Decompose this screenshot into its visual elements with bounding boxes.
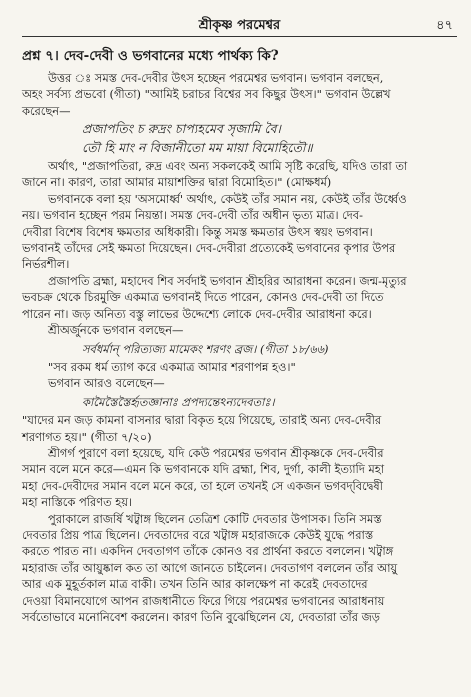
question-heading: প্রশ্ন ৭। দেব-দেবী ও ভগবানের মধ্যে পার্থক্য কি? — [22, 48, 279, 64]
text-line: পুরাকালে রাজর্ষি খট্বাঙ্গ ছিলেন তেত্রিশ কোটি দেবতার উপাসক। তিনি সমস্ত — [48, 511, 382, 526]
page-header — [22, 14, 457, 37]
sanskrit-verse: তৌ হি মাং ন বিজানীতো মম মায়া বিমোহিতৌ॥ — [82, 139, 313, 155]
text-line: পারেন না। জড় অনিত্য বস্তু লাভের উদ্দেশ্যে লোকে দেব-দেবীর আরাধনা করে। — [22, 306, 372, 321]
translation-quote: শরণাগত হয়।" (গীতা ৭/২০) — [22, 429, 152, 444]
text-line: করতে পারত না। একদিন দেবতাগণ তাঁকে কোনও বর প্রার্থনা করতে বললেন। খট্বাঙ্গ — [22, 544, 394, 559]
text-line: সমান বলে মনে করে—এমন কি ভগবানকে যদি ব্রহ্মা, শিব, দুর্গা, কালী ইত্যাদি মহা — [22, 462, 385, 477]
text-line: মহা নাস্তিকে পরিণত হয়। — [22, 495, 133, 510]
running-title: শ্রীকৃষ্ণ পরমেশ্বর — [198, 18, 281, 33]
text-line: অহং সর্বস্য প্রভবো (গীতা) "আমিই চরাচর বিশ্বের সব কিছুর উৎস।" ভগবান উল্লেখ — [22, 87, 391, 102]
text-line: প্রজাপতি ব্রহ্মা, মহাদেব শিব সর্বদাই ভগবান শ্রীহরির আরাধনা করেন। জন্ম-মৃত্যুর — [48, 273, 407, 288]
text-line: দেবতার প্রিয় পাত্র ছিলেন। দেবতাদের বরে খট্বাঙ্গ মহারাজকে কেউই যুদ্ধে পরাস্ত — [22, 527, 374, 542]
text-line: শ্রীগর্গ পুরাণে বলা হয়েছে, যদি কেউ পরমেশ্বর ভগবান শ্রীকৃষ্ণকে দেব-দেবীর — [48, 445, 384, 460]
translation-quote: "যাদের মন জড় কামনা বাসনার দ্বারা বিকৃত হয়ে গিয়েছে, তারাই অন্য দেব-দেবীর — [22, 413, 382, 428]
sanskrit-verse: সর্বধর্মান্ পরিত্যজ্য মামেকং শরণং ব্রজ। (গীতা ১৮/৬৬) — [82, 341, 329, 356]
text-line: দেবীরা বিশেষ বিশেষ ক্ষমতার অধিকারী। কিন্তু সমস্ত ক্ষমতার উৎস স্বয়ং ভগবান। — [22, 224, 373, 239]
text-line: নির্ভরশীল। — [22, 257, 70, 272]
sanskrit-verse: প্রজাপতিং চ রুদ্রং চাপ্যহমেব সৃজামি বৈ। — [82, 121, 281, 137]
text-line: নয়। ভগবান হচ্ছেন পরম নিয়ন্তা। সমস্ত দেব-দেবী তাঁর অধীন ভৃত্য মাত্র। দেব- — [22, 208, 363, 223]
text-line: ভবচক্র থেকে চিরমুক্তি একমাত্র ভগবানই দিতে পারেন, কোনও দেব-দেবী তা দিতে — [22, 290, 384, 305]
page-number: ৪৭ — [436, 18, 453, 33]
text-line: অর্থাৎ, "প্রজাপতিরা, রুদ্র এবং অন্য সকলকেই আমি সৃষ্টি করেছি, যদিও তারা তা — [48, 159, 408, 174]
sanskrit-verse: কামৈস্তৈস্তৈর্হৃতজ্ঞানাঃ প্রপদ্যন্তেঽন্যদেবতাঃ। — [82, 394, 275, 409]
text-line: আর এক মুহূর্তকাল মাত্র বাকী। তখন তিনি আর কালক্ষেপ না করেই দেবতাদের — [22, 577, 368, 592]
text-line: দেওয়া বিমানযোগে আপন রাজধানীতে ফিরে গিয়ে পরমেশ্বর ভগবানের আরাধনায় — [22, 593, 385, 608]
text-line: মহা দেব-দেবীদের সমান বলে মনে করে, তা হলে তখনই সে একজন ভগবদ্‌বিদ্বেষী — [22, 478, 383, 493]
text-line: মহারাজ তাঁর আয়ুষ্কাল কত তা আগে জানতে চাইলেন। দেবতাগণ বললেন তাঁর আয়ু — [22, 560, 398, 575]
text-line: করেছেন— — [22, 103, 71, 118]
answer-line: উত্তর ঃ সমস্ত দেব-দেবীর উৎস হচ্ছেন পরমেশ্বর ভগবান। ভগবান বলছেন, — [48, 71, 384, 85]
text-line: ভগবানই তাঁদের সেই ক্ষমতা দিয়েছেন। দেব-দেবীরা প্রত্যেকেই ভগবানের কৃপার উপর — [22, 241, 396, 256]
translation-quote: "সব রকম ধর্ম ত্যাগ করে একমাত্র আমার শরণাপন্ন হও।" — [48, 359, 296, 374]
text-line: শ্রীঅর্জুনকে ভগবান বলছেন— — [48, 323, 184, 338]
text-line: ভগবানকে বলা হয় 'অসমোর্ধ্ব' অর্থাৎ, কেউই তাঁর সমান নয়, কেউই তাঁর উর্ধ্বেও — [48, 191, 407, 206]
text-line: জানে না। কারণ, তারা আমার মায়াশক্তির দ্বারা বিমোহিত।" (মোক্ষধর্ম) — [22, 175, 332, 190]
text-line: সর্বতোভাবে মনোনিবেশ করলেন। কারণ তিনি বুঝেছিলেন যে, দেবতারা তাঁর জড় — [22, 610, 380, 624]
text-line: ভগবান আরও বলেছেন— — [48, 376, 165, 391]
